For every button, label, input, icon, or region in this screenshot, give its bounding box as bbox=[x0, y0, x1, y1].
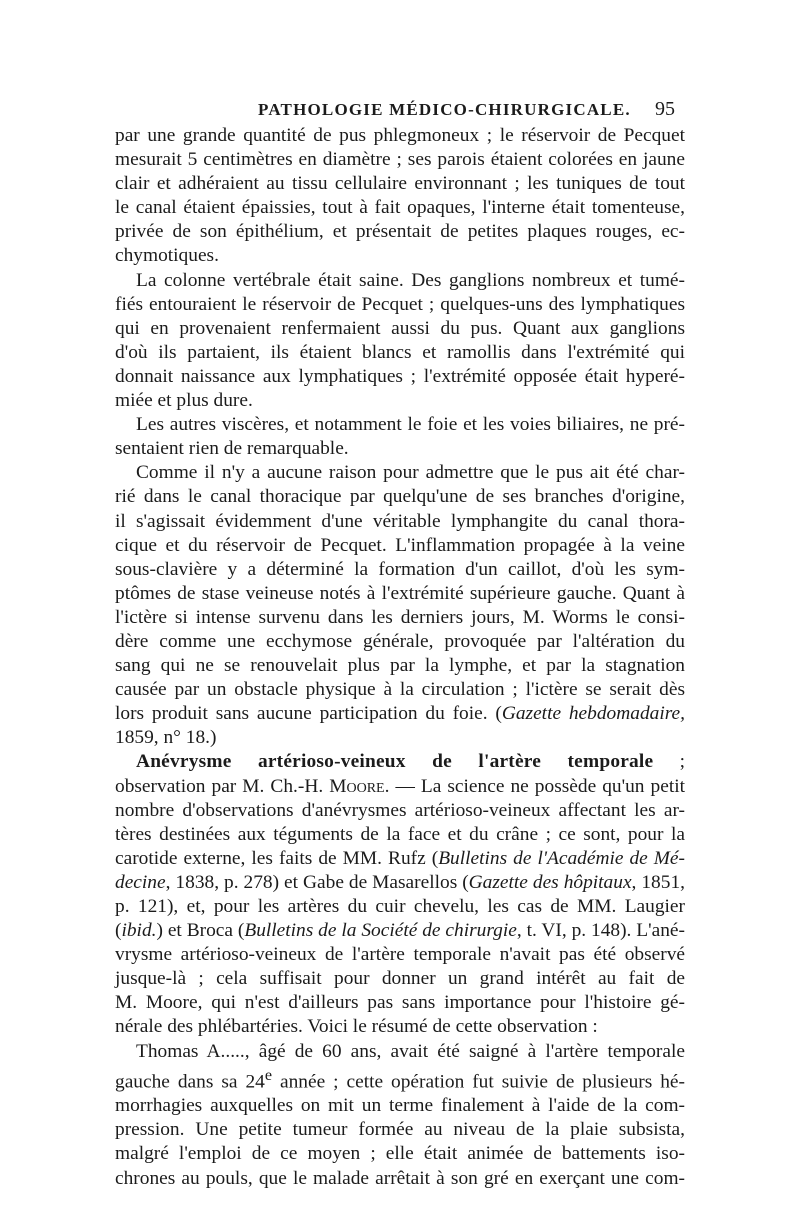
page-header bbox=[0, 100, 800, 126]
citation-journal: Bulletins de l'Académie de Mé- bbox=[438, 847, 685, 869]
text-line bbox=[115, 847, 685, 871]
article-title: Anévrysme artérioso-veineux de l'artère temporale bbox=[136, 751, 654, 773]
body-text bbox=[115, 124, 685, 1191]
text-line: nombre d'observations d'anévrysmes artérioso-veineux affectant les ar- bbox=[115, 799, 685, 821]
running-title: PATHOLOGIE MÉDICO-CHIRURGICALE. bbox=[258, 100, 631, 119]
text-line: miée et plus dure. bbox=[115, 390, 253, 412]
text-line: chrones au pouls, que le malade arrêtait à son gré en exerçant une com- bbox=[115, 1167, 685, 1189]
text-fragment: , 1838, p. 278) et Gabe de Masarellos ( bbox=[165, 871, 469, 893]
text-line: vrysme artérioso-veineux de l'artère temporale n'avait pas été observé bbox=[115, 944, 685, 966]
text-line: mesurait 5 centimètres en diamètre ; ses parois étaient colorées en jaune bbox=[115, 149, 685, 171]
superscript: e bbox=[264, 1066, 273, 1084]
text-line: sous-clavière y a déterminé la formation d'un caillot, d'où les sym- bbox=[115, 558, 685, 580]
text-line bbox=[115, 871, 685, 895]
text-line bbox=[115, 919, 685, 943]
text-line: p. 121), et, pour les artères du cuir chevelu, les cas de MM. Laugier bbox=[115, 896, 685, 917]
text-line: Thomas A....., âgé de 60 ans, avait été saigné à l'artère temporale bbox=[136, 1040, 685, 1062]
text-line: cique et du réservoir de Pecquet. L'inflammation propagée à la veine bbox=[115, 534, 685, 556]
text-fragment: carotide externe, les faits de MM. Rufz ( bbox=[115, 847, 439, 869]
text-fragment: . — La science ne possède qu'un petit bbox=[384, 775, 685, 797]
text-line: l'ictère si intense survenu dans les derniers jours, M. Worms le consi- bbox=[115, 606, 685, 628]
text-line: rié dans le canal thoracique par quelqu'une de ses branches d'origine, bbox=[115, 486, 685, 508]
text-line: jusque-là ; cela suffisait pour donner un grand intérêt au fait de bbox=[115, 968, 685, 990]
text-line: M. Moore, qui n'est d'ailleurs pas sans importance pour l'histoire gé- bbox=[115, 992, 685, 1014]
text-line: Les autres viscères, et notamment le foie et les voies biliaires, ne pré- bbox=[136, 414, 685, 436]
text-line: qui en provenaient renfermaient aussi du pus. Quant aux ganglions bbox=[115, 317, 685, 339]
text-line: sentaient rien de remarquable. bbox=[115, 438, 349, 460]
text-line: morrhagies auxquelles on mit un terme finalement à l'aide de la com- bbox=[115, 1095, 685, 1117]
text-line: privée de son épithélium, et présentait de petites plaques rouges, ec- bbox=[115, 221, 685, 243]
text-line: Comme il n'y a aucune raison pour admettre que le pus ait été char- bbox=[136, 462, 685, 484]
text-fragment: lors produit sans aucune participation du foie. ( bbox=[115, 703, 502, 725]
text-line bbox=[115, 775, 685, 799]
text-line: pression. Une petite tumeur formée au niveau de la plaie subsista, bbox=[115, 1119, 685, 1141]
text-line: dère comme une ecchymose générale, provoquée par l'altération du bbox=[115, 630, 685, 652]
author-name: Moore bbox=[329, 775, 385, 797]
text-fragment: , 1851, bbox=[631, 871, 685, 893]
page-number: 95 bbox=[655, 98, 675, 120]
text-line: il s'agissait évidemment d'une véritable lymphangite du canal thora- bbox=[115, 510, 685, 532]
text-line: tères destinées aux téguments de la face et du crâne ; ce sont, pour la bbox=[115, 823, 685, 845]
text-line: nérale des phlébartéries. Voici le résumé de cette observation : bbox=[115, 1016, 598, 1038]
citation-journal: Bulletins de la Société de chirurgie bbox=[244, 920, 517, 942]
text-line: 1859, n° 18.) bbox=[115, 727, 217, 749]
text-fragment: ; bbox=[653, 751, 685, 773]
citation-ibid: ibid. bbox=[121, 920, 157, 942]
text-fragment: ) et Broca ( bbox=[156, 920, 245, 942]
text-line: le canal étaient épaissies, tout à fait opaques, l'interne était tomenteuse, bbox=[115, 197, 685, 219]
text-fragment: ( bbox=[115, 920, 122, 942]
text-line bbox=[115, 750, 685, 774]
text-fragment: année ; cette opération fut suivie de plusieurs hé- bbox=[272, 1071, 685, 1093]
text-line: d'où ils partaient, ils étaient blancs et ramollis dans l'extrémité qui bbox=[115, 341, 685, 363]
text-line: La colonne vertébrale était saine. Des ganglions nombreux et tumé- bbox=[136, 269, 685, 291]
text-fragment: observation par M. Ch.-H. bbox=[115, 775, 330, 797]
text-line bbox=[115, 702, 685, 726]
text-line: fiés entouraient le réservoir de Pecquet ; quelques-uns des lymphatiques bbox=[115, 293, 685, 315]
citation-journal: Gazette hebdomadaire, bbox=[501, 703, 686, 725]
text-line: clair et adhéraient au tissu cellulaire environnant ; les tuniques de tout bbox=[115, 173, 685, 195]
text-line: malgré l'emploi de ce moyen ; elle était animée de battements iso- bbox=[115, 1143, 685, 1165]
citation-journal: decine bbox=[115, 871, 166, 893]
citation-journal: Gazette des hôpitaux bbox=[468, 871, 632, 893]
text-line: donnait naissance aux lymphatiques ; l'extrémité opposée était hyperé- bbox=[115, 365, 685, 387]
text-line: chymotiques. bbox=[115, 245, 219, 267]
text-line: ptômes de stase veineuse notés à l'extrémité supérieure gauche. Quant à bbox=[115, 582, 685, 604]
text-line bbox=[115, 1064, 685, 1095]
text-line: sang qui ne se renouvelait plus par la lymphe, et par la stagnation bbox=[115, 655, 685, 677]
text-line: par une grande quantité de pus phlegmoneux ; le réservoir de Pecquet bbox=[115, 125, 685, 146]
text-line: causée par un obstacle physique à la circulation ; l'ictère se serait dès bbox=[115, 679, 685, 701]
text-fragment: gauche dans sa 24 bbox=[115, 1071, 265, 1093]
text-fragment: , t. VI, p. 148). L'ané- bbox=[516, 920, 685, 942]
